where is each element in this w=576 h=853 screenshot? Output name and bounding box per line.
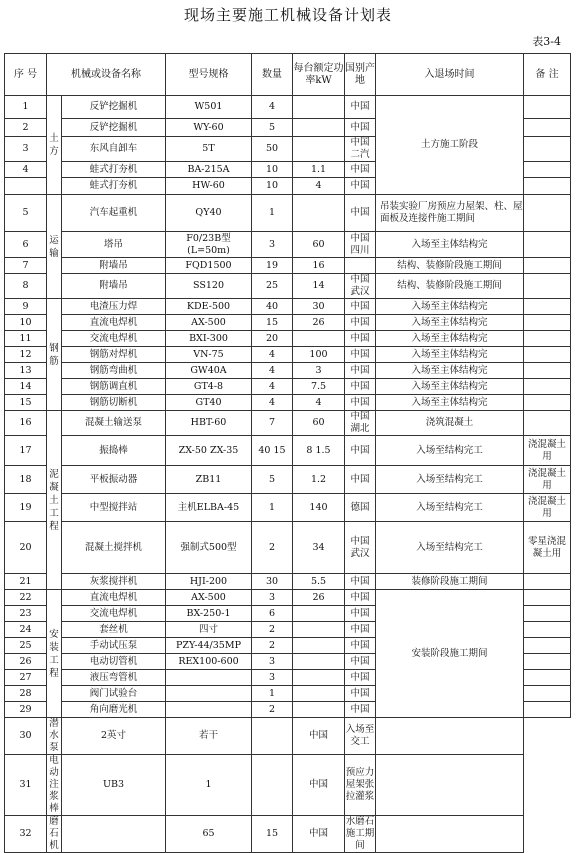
quantity: 5 xyxy=(252,119,293,137)
row-number: 26 xyxy=(5,654,47,670)
remark: 浇混凝土用 xyxy=(524,494,571,522)
equipment-name: 混凝土输送泵 xyxy=(62,411,166,436)
origin: 中国 xyxy=(345,466,376,494)
row-number: 17 xyxy=(5,436,47,466)
row-number: 14 xyxy=(5,379,47,395)
header-time: 入退场时间 xyxy=(376,54,524,96)
row-number: 7 xyxy=(5,258,47,274)
origin: 中国 xyxy=(345,315,376,331)
equipment-name: 角向磨光机 xyxy=(62,702,166,718)
remark xyxy=(524,702,571,718)
remark xyxy=(524,411,571,436)
equipment-name: 反铲挖掘机 xyxy=(62,119,166,137)
rated-power xyxy=(293,638,345,654)
remark xyxy=(376,718,524,755)
row-number: 15 xyxy=(5,395,47,411)
remark xyxy=(524,395,571,411)
header-row xyxy=(5,54,571,96)
origin: 中国 xyxy=(345,638,376,654)
remark: 零星浇混凝土用 xyxy=(524,522,571,574)
rated-power: 14 xyxy=(293,274,345,299)
entry-exit-time: 入场至结构完工 xyxy=(376,436,524,466)
model-spec: HJI-200 xyxy=(166,574,252,590)
equipment-name: 液压弯管机 xyxy=(62,670,166,686)
quantity: 10 xyxy=(252,178,293,195)
origin: 中国 xyxy=(345,702,376,718)
table-row xyxy=(5,411,571,436)
origin: 中国 xyxy=(345,162,376,178)
row-number: 9 xyxy=(5,299,47,315)
equipment-name: 东风自卸车 xyxy=(62,137,166,162)
quantity: 5 xyxy=(252,466,293,494)
origin: 中国 xyxy=(345,363,376,379)
entry-exit-time: 土方施工阶段 xyxy=(376,96,524,195)
origin: 中国 xyxy=(345,622,376,638)
header-no: 序 号 xyxy=(5,54,47,96)
rated-power: 8 1.5 xyxy=(293,436,345,466)
equipment-name: 电动注浆棒 xyxy=(47,755,62,816)
table-row xyxy=(5,436,571,466)
row-number: 2 xyxy=(5,119,47,137)
model-spec: W501 xyxy=(166,96,252,119)
table-row xyxy=(5,274,571,299)
row-number: 5 xyxy=(5,195,47,232)
remark xyxy=(524,195,571,232)
remark xyxy=(524,379,571,395)
header-power: 每台额定功率kW xyxy=(293,54,345,96)
row-number: 16 xyxy=(5,411,47,436)
rated-power xyxy=(293,622,345,638)
origin: 中国 武汉 xyxy=(345,274,376,299)
remark xyxy=(524,622,571,638)
origin: 中国 xyxy=(345,686,376,702)
rated-power xyxy=(293,686,345,702)
origin: 中国 xyxy=(345,654,376,670)
rated-power: 30 xyxy=(293,299,345,315)
model-spec: GT4-8 xyxy=(166,379,252,395)
rated-power: 100 xyxy=(293,347,345,363)
equipment-name: 阀门试验台 xyxy=(62,686,166,702)
rated-power: 34 xyxy=(293,522,345,574)
equipment-name: 钢筋弯曲机 xyxy=(62,363,166,379)
entry-exit-time: 入场至交工 xyxy=(345,718,376,755)
quantity: 1 xyxy=(252,494,293,522)
quantity: 40 xyxy=(252,299,293,315)
equipment-name: 附墙吊 xyxy=(62,258,166,274)
model-spec: PZY-44/35MP xyxy=(166,638,252,654)
entry-exit-time: 入场至主体结构完 xyxy=(376,395,524,411)
category-label: 安装工程 xyxy=(47,590,62,718)
equipment-name: 电渣压力焊 xyxy=(62,299,166,315)
table-row xyxy=(5,718,571,755)
entry-exit-time: 入场至主体结构完 xyxy=(376,379,524,395)
origin xyxy=(345,258,376,274)
remark xyxy=(524,670,571,686)
model-spec: AX-500 xyxy=(166,590,252,606)
rated-power: 7.5 xyxy=(293,379,345,395)
model-spec xyxy=(62,816,166,853)
rated-power xyxy=(293,119,345,137)
table-row xyxy=(5,363,571,379)
quantity: 25 xyxy=(252,274,293,299)
remark xyxy=(524,162,571,178)
row-number: 25 xyxy=(5,638,47,654)
equipment-name: 直流电焊机 xyxy=(62,590,166,606)
remark xyxy=(524,606,571,622)
origin: 中国 xyxy=(345,574,376,590)
origin: 中国 xyxy=(345,590,376,606)
remark xyxy=(524,119,571,137)
origin: 中国 xyxy=(345,436,376,466)
model-spec: 2英寸 xyxy=(62,718,166,755)
table-row xyxy=(5,395,571,411)
quantity: 2 xyxy=(252,638,293,654)
row-number: 18 xyxy=(5,466,47,494)
quantity: 1 xyxy=(252,195,293,232)
rated-power: 4 xyxy=(293,395,345,411)
table-row xyxy=(5,522,571,574)
entry-exit-time: 结构、装修阶段施工期间 xyxy=(376,258,524,274)
table-row xyxy=(5,96,571,119)
row-number: 19 xyxy=(5,494,47,522)
rated-power: 60 xyxy=(293,411,345,436)
quantity: 4 xyxy=(252,363,293,379)
equipment-name: 蛙式打夯机 xyxy=(62,178,166,195)
quantity: 10 xyxy=(252,162,293,178)
model-spec: UB3 xyxy=(62,755,166,816)
row-number: 8 xyxy=(5,274,47,299)
quantity: 50 xyxy=(252,137,293,162)
equipment-name: 附墙吊 xyxy=(62,274,166,299)
quantity: 2 xyxy=(252,622,293,638)
model-spec: 5T xyxy=(166,137,252,162)
entry-exit-time: 入场至主体结构完 xyxy=(376,299,524,315)
equipment-name: 混凝土搅拌机 xyxy=(62,522,166,574)
origin: 中国 二汽 xyxy=(345,137,376,162)
table-row xyxy=(5,258,571,274)
row-number: 24 xyxy=(5,622,47,638)
category-label: 泥凝土工程 xyxy=(47,411,62,590)
model-spec: SS120 xyxy=(166,274,252,299)
table-row xyxy=(5,755,571,816)
rated-power: 3 xyxy=(293,363,345,379)
row-number: 31 xyxy=(5,755,47,816)
row-number: 6 xyxy=(5,232,47,258)
quantity: 3 xyxy=(252,670,293,686)
rated-power xyxy=(293,606,345,622)
entry-exit-time: 入场至结构完工 xyxy=(376,494,524,522)
quantity: 3 xyxy=(252,654,293,670)
remark xyxy=(524,654,571,670)
table-row xyxy=(5,315,571,331)
header-name: 机械或设备名称 xyxy=(47,54,166,96)
rated-power: 16 xyxy=(293,258,345,274)
row-number: 13 xyxy=(5,363,47,379)
origin: 中国 xyxy=(345,96,376,119)
remark xyxy=(524,299,571,315)
equipment-name: 反铲挖掘机 xyxy=(62,96,166,119)
quantity: 3 xyxy=(252,232,293,258)
quantity: 65 xyxy=(166,816,252,853)
table-row xyxy=(5,466,571,494)
model-spec: ZX-50 ZX-35 xyxy=(166,436,252,466)
origin: 中国 xyxy=(345,178,376,195)
rated-power: 26 xyxy=(293,315,345,331)
row-number: 23 xyxy=(5,606,47,622)
quantity: 19 xyxy=(252,258,293,274)
rated-power xyxy=(293,195,345,232)
origin: 中国 xyxy=(345,119,376,137)
quantity: 2 xyxy=(252,522,293,574)
quantity: 7 xyxy=(252,411,293,436)
row-number: 11 xyxy=(5,331,47,347)
entry-exit-time: 结构、装修阶段施工期间 xyxy=(376,274,524,299)
model-spec: WY-60 xyxy=(166,119,252,137)
equipment-name: 平板振动器 xyxy=(62,466,166,494)
remark xyxy=(524,347,571,363)
rated-power: 1.2 xyxy=(293,466,345,494)
equipment-name: 蛙式打夯机 xyxy=(62,162,166,178)
quantity: 4 xyxy=(252,347,293,363)
remark xyxy=(524,590,571,606)
model-spec: HBT-60 xyxy=(166,411,252,436)
rated-power xyxy=(293,670,345,686)
origin: 中国 xyxy=(345,299,376,315)
rated-power xyxy=(293,137,345,162)
row-number: 10 xyxy=(5,315,47,331)
quantity: 15 xyxy=(252,315,293,331)
entry-exit-time: 入场至主体结构完 xyxy=(376,363,524,379)
model-spec: BA-215A xyxy=(166,162,252,178)
equipment-name: 磨石机 xyxy=(47,816,62,853)
origin: 中国 xyxy=(345,606,376,622)
quantity: 20 xyxy=(252,331,293,347)
entry-exit-time: 入场至主体结构完 xyxy=(376,347,524,363)
remark xyxy=(524,331,571,347)
equipment-name: 直流电焊机 xyxy=(62,315,166,331)
entry-exit-time: 水磨石施工期间 xyxy=(345,816,375,851)
remark: 浇混凝土用 xyxy=(524,466,571,494)
quantity: 1 xyxy=(252,686,293,702)
model-spec xyxy=(166,670,252,686)
model-spec: FQD1500 xyxy=(166,258,252,274)
origin: 中国 xyxy=(345,331,376,347)
remark xyxy=(524,137,571,162)
category-label: 运输 xyxy=(47,195,62,299)
origin: 中国 湖北 xyxy=(345,411,376,436)
origin: 中国 xyxy=(345,347,376,363)
entry-exit-time: 吊装实验厂房预应力屋架、柱、屋面板及连接件施工期间 xyxy=(376,195,524,232)
rated-power: 15 xyxy=(252,816,293,853)
page-title: 现场主要施工机械设备计划表 xyxy=(183,6,392,24)
equipment-name: 手动试压泵 xyxy=(62,638,166,654)
model-spec: VN-75 xyxy=(166,347,252,363)
entry-exit-time: 装修阶段施工期间 xyxy=(376,574,524,590)
equipment-name: 振捣棒 xyxy=(62,436,166,466)
quantity: 2 xyxy=(252,702,293,718)
origin: 中国 xyxy=(345,670,376,686)
table-row xyxy=(5,195,571,232)
quantity: 4 xyxy=(252,96,293,119)
row-number: 28 xyxy=(5,686,47,702)
rated-power: 4 xyxy=(293,178,345,195)
equipment-name: 中型搅拌站 xyxy=(62,494,166,522)
equipment-name: 钢筋对焊机 xyxy=(62,347,166,363)
header-note: 备 注 xyxy=(524,54,571,96)
rated-power xyxy=(293,96,345,119)
model-spec xyxy=(166,702,252,718)
equipment-name: 钢筋切断机 xyxy=(62,395,166,411)
table-row xyxy=(5,590,571,606)
rated-power: 26 xyxy=(293,590,345,606)
model-spec: GW40A xyxy=(166,363,252,379)
remark xyxy=(524,232,571,258)
row-number: 27 xyxy=(5,670,47,686)
rated-power xyxy=(293,654,345,670)
rated-power: 5.5 xyxy=(293,574,345,590)
rated-power: 140 xyxy=(293,494,345,522)
rated-power xyxy=(252,755,293,816)
header-model: 型号规格 xyxy=(166,54,252,96)
quantity: 4 xyxy=(252,395,293,411)
remark xyxy=(524,315,571,331)
entry-exit-time: 入场至主体结构完 xyxy=(376,331,524,347)
entry-exit-time: 入场至主体结构完 xyxy=(376,315,524,331)
category-label: 土方 xyxy=(47,96,62,195)
equipment-name: 交流电焊机 xyxy=(62,331,166,347)
origin: 中国 武汉 xyxy=(345,522,376,574)
model-spec: ZB11 xyxy=(166,466,252,494)
row-number: 1 xyxy=(5,96,47,119)
equipment-name: 潜水泵 xyxy=(47,718,62,755)
table-row xyxy=(5,494,571,522)
model-spec: HW-60 xyxy=(166,178,252,195)
origin: 中国 xyxy=(293,816,345,853)
row-number: 20 xyxy=(5,522,47,574)
origin: 德国 xyxy=(345,494,376,522)
table-row xyxy=(5,331,571,347)
equipment-name: 交流电焊机 xyxy=(62,606,166,622)
header-origin: 国别产地 xyxy=(345,54,376,96)
rated-power: 1.1 xyxy=(293,162,345,178)
rated-power xyxy=(293,702,345,718)
remark: 浇混凝土用 xyxy=(524,436,571,466)
origin: 中国 xyxy=(293,755,345,816)
model-spec: 强制式500型 xyxy=(166,522,252,574)
remark xyxy=(524,574,571,590)
model-spec xyxy=(166,686,252,702)
origin: 中国 xyxy=(345,379,376,395)
entry-exit-time: 入场至结构完工 xyxy=(376,522,524,574)
equipment-name: 塔吊 xyxy=(62,232,166,258)
remark xyxy=(376,816,524,853)
table-row xyxy=(5,574,571,590)
model-spec: BXI-300 xyxy=(166,331,252,347)
model-spec: GT40 xyxy=(166,395,252,411)
equipment-name: 灰浆搅拌机 xyxy=(62,574,166,590)
quantity: 1 xyxy=(166,755,252,816)
remark xyxy=(524,274,571,299)
table-row xyxy=(5,379,571,395)
model-spec: AX-500 xyxy=(166,315,252,331)
remark xyxy=(376,755,524,816)
entry-exit-time: 入场至结构完工 xyxy=(376,466,524,494)
model-spec: REX100-600 xyxy=(166,654,252,670)
model-spec: BX-250-1 xyxy=(166,606,252,622)
entry-exit-time: 预应力屋架张拉灌浆 xyxy=(345,755,376,816)
table-row xyxy=(5,347,571,363)
row-number: 32 xyxy=(5,816,47,853)
quantity: 30 xyxy=(252,574,293,590)
row-number: 12 xyxy=(5,347,47,363)
equipment-name: 钢筋调直机 xyxy=(62,379,166,395)
header-qty: 数量 xyxy=(252,54,293,96)
remark xyxy=(524,258,571,274)
entry-exit-time: 入场至主体结构完 xyxy=(376,232,524,258)
remark xyxy=(524,96,571,119)
origin: 中国 xyxy=(345,395,376,411)
origin: 中国 xyxy=(345,195,376,232)
equipment-name: 电动切管机 xyxy=(62,654,166,670)
quantity: 6 xyxy=(252,606,293,622)
table-number: 表3-4 xyxy=(532,35,561,48)
rated-power xyxy=(293,331,345,347)
rated-power: 60 xyxy=(293,232,345,258)
remark xyxy=(524,363,571,379)
remark xyxy=(524,178,571,195)
row-number: 4 xyxy=(5,162,47,178)
table-row xyxy=(5,816,571,853)
quantity: 3 xyxy=(252,590,293,606)
origin: 中国 xyxy=(293,718,345,755)
entry-exit-time: 浇筑混凝土 xyxy=(376,411,524,436)
category-label: 钢筋 xyxy=(47,299,62,411)
row-number: 30 xyxy=(5,718,47,755)
row-number: 21 xyxy=(5,574,47,590)
origin: 中国 四川 xyxy=(345,232,376,258)
quantity: 4 xyxy=(252,379,293,395)
quantity: 若干 xyxy=(166,718,252,755)
model-spec: KDE-500 xyxy=(166,299,252,315)
row-number: 22 xyxy=(5,590,47,606)
model-spec: F0/23B型 (L=50m) xyxy=(166,232,252,258)
remark xyxy=(524,638,571,654)
table-row xyxy=(5,232,571,258)
table-row xyxy=(5,299,571,315)
quantity: 40 15 xyxy=(252,436,293,466)
equipment-table xyxy=(4,53,571,853)
row-number: 29 xyxy=(5,702,47,718)
rated-power xyxy=(252,718,293,755)
row-number xyxy=(5,178,47,195)
model-spec: QY40 xyxy=(166,195,252,232)
row-number: 3 xyxy=(5,137,47,162)
entry-exit-time: 安装阶段施工期间 xyxy=(376,590,524,718)
remark xyxy=(524,686,571,702)
equipment-name: 套丝机 xyxy=(62,622,166,638)
equipment-name: 汽车起重机 xyxy=(62,195,166,232)
model-spec: 四寸 xyxy=(166,622,252,638)
model-spec: 主机ELBA-45 xyxy=(166,494,252,522)
